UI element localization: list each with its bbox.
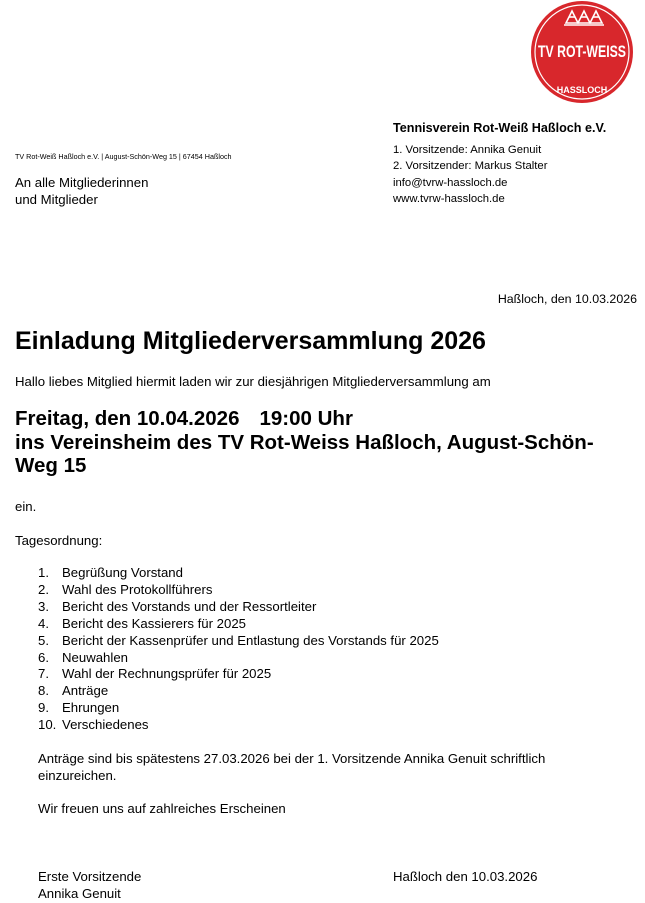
- agenda-item: 4. Bericht des Kassierers für 2025: [38, 615, 246, 631]
- ein-text: ein.: [15, 499, 37, 514]
- recipient-line1: An alle Mitgliederinnen: [15, 175, 149, 190]
- page-title: Einladung Mitgliederversammlung 2026: [15, 327, 486, 355]
- agenda-item: 9. Ehrungen: [38, 700, 120, 716]
- sender-address-line: TV Rot-Weiß Haßloch e.V. | August-Schön-Weg 15 | 67454 Haßloch: [15, 152, 232, 161]
- recipient-line2: und Mitglieder: [15, 192, 98, 207]
- agenda-item: 10. Verschiedenes: [38, 717, 149, 733]
- logo-text-main: TV ROT-WEISS: [538, 42, 626, 61]
- agenda-label: Tagesordnung:: [15, 533, 103, 548]
- club-name: Tennisverein Rot-Weiß Haßloch e.V.: [393, 121, 607, 135]
- agenda-list: [38, 565, 439, 734]
- club-email: info@tvrw-hassloch.de: [393, 176, 508, 189]
- agenda-item: 1. Begrüßung Vorstand: [38, 565, 183, 580]
- club-chair1: 1. Vorsitzende: Annika Genuit: [393, 144, 542, 157]
- recipient-block: [15, 174, 148, 208]
- club-info-block: [393, 120, 606, 207]
- agenda-item: 8. Anträge: [38, 683, 109, 699]
- event-date: Freitag, den 10.04.2026: [15, 407, 240, 430]
- event-datetime: [15, 407, 635, 431]
- event-details: [15, 407, 635, 478]
- agenda-item: 7. Wahl der Rechnungsprüfer für 2025: [38, 666, 272, 682]
- agenda-item: 6. Neuwahlen: [38, 649, 128, 665]
- agenda-item: 5. Bericht der Kassenprüfer und Entlastung des Vorstands für 2025: [38, 632, 439, 648]
- antraege-line1: Anträge sind bis spätestens 27.03.2026 bei der 1. Vorsitzende Annika Genuit schriftlich: [38, 751, 546, 766]
- closing-text: Wir freuen uns auf zahlreiches Erscheinen: [38, 801, 286, 816]
- antraege-line2: einzureichen.: [38, 767, 117, 783]
- club-logo: [528, 0, 636, 104]
- antraege-paragraph: [38, 751, 628, 785]
- signature-role: Erste Vorsitzende: [38, 869, 142, 884]
- logo-text-sub: HASSLOCH: [556, 85, 608, 95]
- event-location-line1: ins Vereinsheim des TV Rot-Weiss Haßloch, August-Schön-: [15, 430, 594, 454]
- letter-date: Haßloch, den 10.03.2026: [497, 292, 637, 306]
- signature-place-date: Haßloch den 10.03.2026: [393, 869, 538, 884]
- event-location-line2: Weg 15: [15, 454, 87, 477]
- agenda-item: 2. Wahl des Protokollführers: [38, 581, 213, 597]
- agenda-item: 3. Bericht des Vorstands und der Ressortleiter: [38, 598, 317, 614]
- club-chair2: 2. Vorsitzender: Markus Stalter: [393, 160, 548, 173]
- event-time: 19:00 Uhr: [259, 407, 353, 430]
- club-website: www.tvrw-hassloch.de: [393, 192, 505, 205]
- signature-name: Annika Genuit: [38, 885, 121, 901]
- signature-block: [38, 869, 141, 903]
- greeting-text: Hallo liebes Mitglied hiermit laden wir zur diesjährigen Mitgliederversammlung am: [15, 374, 491, 389]
